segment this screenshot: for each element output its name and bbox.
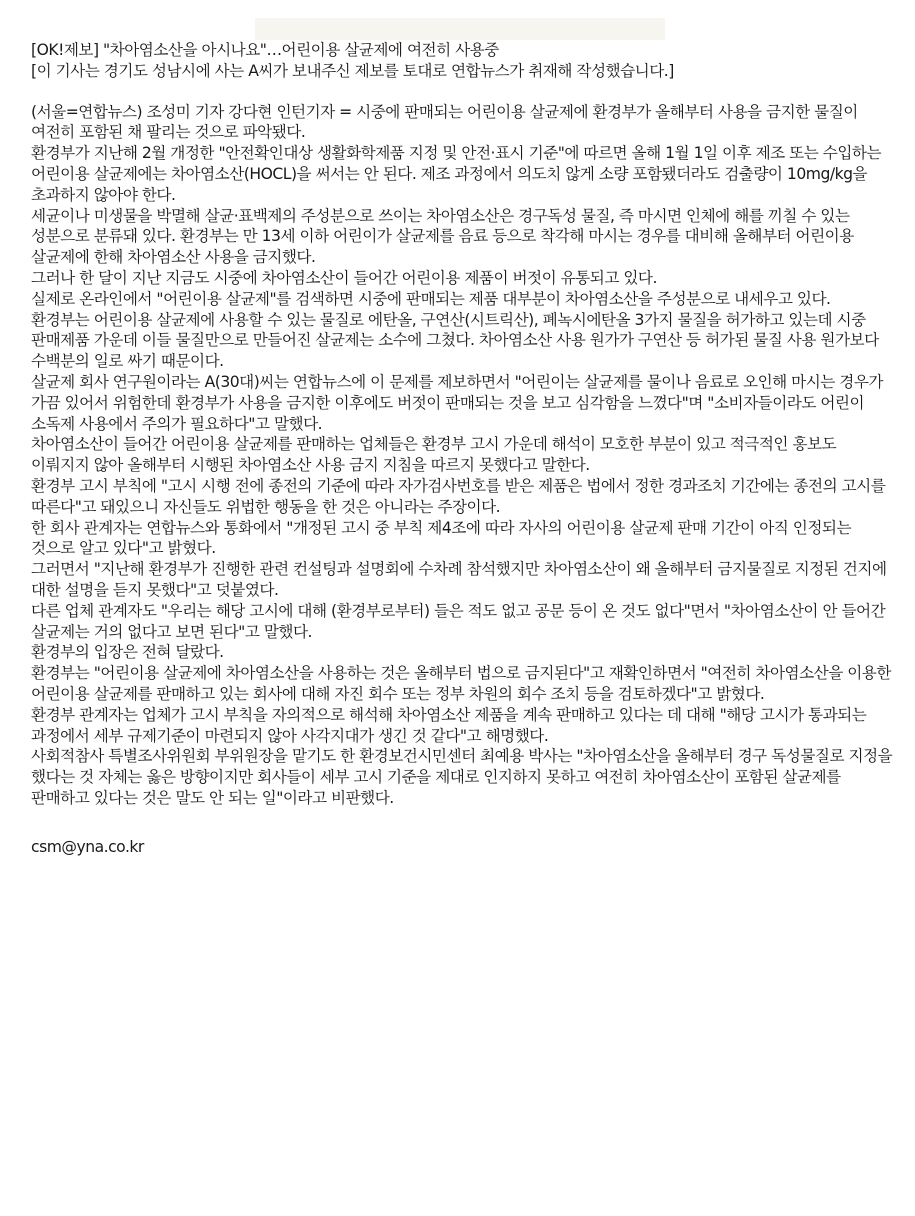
reporter-email: csm@yna.co.kr: [31, 837, 144, 856]
article-body: [31, 40, 893, 857]
paragraph: (서울=연합뉴스) 조성미 기자 강다현 인턴기자 = 시중에 판매되는 어린이용 살균제에 환경부가 올해부터 사용을 금지한 물질이 여전히 포함된 채 팔리는 것으로 파악됐다.: [31, 102, 858, 142]
paragraph: 그러면서 "지난해 환경부가 진행한 관련 컨설팅과 설명회에 수차례 참석했지만 차아염소산이 왜 올해부터 금지물질로 지정된 건지에 대한 설명을 듣지 못했다"고 덧붙였다.: [31, 560, 887, 599]
paragraph: 환경부 고시 부칙에 "고시 시행 전에 종전의 기준에 따라 자가검사번호를 받은 제품은 법에서 정한 경과조치 기간에는 종전의 고시를 따른다"고 돼있으니 자신들도 위법한 행동을 한 것은 아니라는 주장이다.: [31, 476, 886, 516]
article-headline: [OK!제보] "차아염소산을 아시나요"…어린이용 살균제에 여전히 사용중: [31, 41, 499, 59]
paragraph: 살균제 회사 연구원이라는 A(30대)씨는 연합뉴스에 이 문제를 제보하면서 "어린이는 살균제를 물이나 음료로 오인해 마시는 경우가 가끔 있어서 위험한데 환경부가 사용을 금지한 이후에도 버젓이 판매되는 것을 보고 심각함을 느꼈다"며 "소비자들이라도 어린이 소독제 사용에서 주의가 필요하다"고 말했다.: [31, 372, 883, 433]
spacer: [31, 809, 893, 837]
paragraph: 실제로 온라인에서 "어린이용 살균제"를 검색하면 시중에 판매되는 제품 대부분이 차아염소산을 주성분으로 내세우고 있다.: [31, 289, 831, 308]
paragraph: 환경부의 입장은 전혀 달랐다.: [31, 643, 224, 662]
header-background-band: [255, 18, 665, 40]
paragraph: 한 회사 관계자는 연합뉴스와 통화에서 "개정된 고시 중 부칙 제4조에 따라 자사의 어린이용 살균제 판매 기간이 아직 인정되는 것으로 알고 있다"고 밝혔다.: [31, 518, 852, 558]
paragraph: 차아염소산이 들어간 어린이용 살균제를 판매하는 업체들은 환경부 고시 가운데 해석이 모호한 부분이 있고 적극적인 홍보도 이뤄지지 않아 올해부터 시행된 차아염소산 사용 금지 지침을 따르지 못했다고 말한다.: [31, 435, 837, 475]
paragraph: 환경부는 어린이용 살균제에 사용할 수 있는 물질로 에탄올, 구연산(시트릭산), 폐녹시에탄올 3가지 물질을 허가하고 있는데 시중 판매제품 가운데 이들 물질만으로 만들어진 살균제는 소수에 그쳤다. 차아염소산 사용 원가가 구연산 등 허가된 물질 사용 원가보다 수백분의 일로 싸기 때문이다.: [31, 310, 879, 371]
paragraph: 환경부가 지난해 2월 개정한 "안전확인대상 생활화학제품 지정 및 안전·표시 기준"에 따르면 올해 1월 1일 이후 제조 또는 수입하는 어린이용 살균제에는 차아염소산(HOCL)을 써서는 안 된다. 제조 과정에서 의도치 않게 소량 포함됐더라도 검출량이 10mg/kg을 초과하지 않아야 한다.: [31, 144, 882, 204]
paragraph: 세균이나 미생물을 박멸해 살균·표백제의 주성분으로 쓰이는 차아염소산은 경구독성 물질, 즉 마시면 인체에 해를 끼칠 수 있는 성분으로 분류돼 있다. 환경부는 만 13세 이하 어린이가 살균제를 음료 등으로 착각해 마시는 경우를 대비해 올해부터 어린이용 살균제에 한해 차아염소산 사용을 금지했다.: [31, 206, 854, 267]
paragraph: 환경부 관계자는 업체가 고시 부칙을 자의적으로 해석해 차아염소산 제품을 계속 판매하고 있다는 데 대해 "해당 고시가 통과되는 과정에서 세부 규제기준이 마련되지 않아 사각지대가 생긴 것 같다"고 해명했다.: [31, 705, 867, 745]
paragraph: 그러나 한 달이 지난 지금도 시중에 차아염소산이 들어간 어린이용 제품이 버젓이 유통되고 있다.: [31, 268, 657, 287]
paragraph: 사회적참사 특별조사위원회 부위원장을 맡기도 한 환경보건시민센터 최예용 박사는 "차아염소산을 올해부터 경구 독성물질로 지정을 했다는 것 자체는 옳은 방향이지만 회사들이 세부 고시 기준을 제대로 인지하지 못하고 여전히 차아염소산이 포함된 살균제를 판매하고 있다는 것은 말도 안 되는 일"이라고 비판했다.: [31, 747, 893, 807]
spacer: [31, 82, 893, 102]
paragraph: 환경부는 "어린이용 살균제에 차아염소산을 사용하는 것은 올해부터 법으로 금지된다"고 재확인하면서 "여전히 차아염소산을 이용한 어린이용 살균제를 판매하고 있는 회사에 대해 자진 회수 또는 정부 차원의 회수 조치 등을 검토하겠다"고 밝혔다.: [31, 664, 891, 703]
tip-note: [이 기사는 경기도 성남시에 사는 A씨가 보내주신 제보를 토대로 연합뉴스가 취재해 작성했습니다.]: [31, 61, 674, 80]
paragraph: 다른 업체 관계자도 "우리는 해당 고시에 대해 (환경부로부터) 들은 적도 없고 공문 등이 온 것도 없다"면서 "차아염소산이 안 들어간 살균제는 거의 없다고 보면 된다"고 말했다.: [31, 601, 886, 641]
